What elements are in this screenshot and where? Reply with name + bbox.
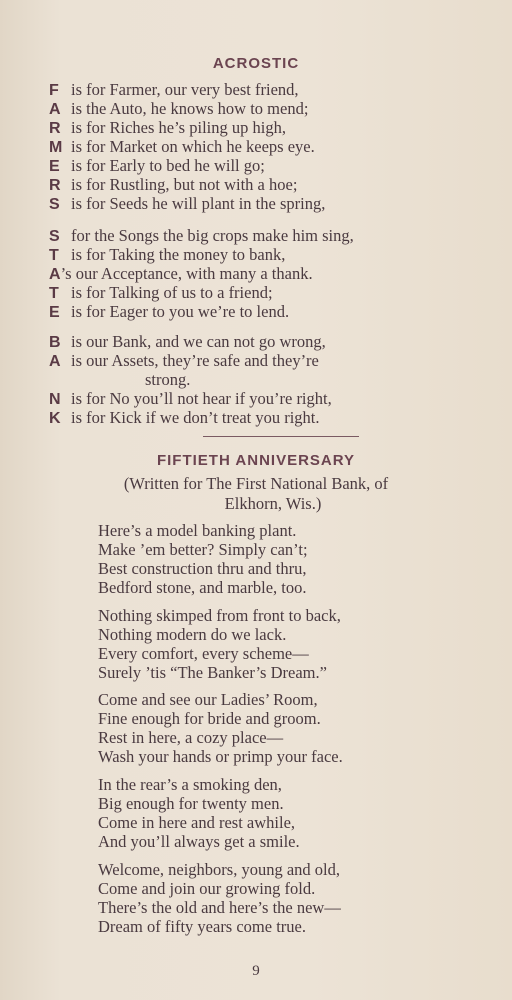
- anniversary-subtitle-line-2: Elkhorn, Wis.): [224, 494, 322, 513]
- acrostic-line: [49, 351, 509, 370]
- poem-line: Here’s a model banking plant.: [98, 521, 297, 540]
- acrostic-letter: T: [49, 247, 59, 264]
- poem-line: Bedford stone, and marble, too.: [98, 578, 307, 597]
- acrostic-text: is for Taking the money to bank,: [71, 245, 286, 264]
- poem-line: There’s the old and here’s the new—: [98, 898, 341, 917]
- acrostic-letter: A: [49, 353, 61, 370]
- acrostic-line: [49, 283, 509, 302]
- acrostic-text: is for Market on which he keeps eye.: [71, 137, 315, 156]
- acrostic-line: [49, 264, 509, 283]
- acrostic-line: [49, 332, 509, 351]
- acrostic-text: is for Seeds he will plant in the spring,: [71, 194, 326, 213]
- poem-stanza-3: [98, 690, 498, 766]
- poem-line: Nothing modern do we lack.: [98, 625, 287, 644]
- acrostic-line: [49, 389, 509, 408]
- acrostic-letter: S: [49, 228, 60, 245]
- poem-line: And you’ll always get a smile.: [98, 832, 300, 851]
- acrostic-line: [49, 175, 509, 194]
- acrostic-text: is for Farmer, our very best friend,: [71, 80, 299, 99]
- acrostic-line: [49, 118, 509, 137]
- acrostic-text: strong.: [145, 370, 191, 389]
- poem-line: In the rear’s a smoking den,: [98, 775, 282, 794]
- acrostic-letter: T: [49, 285, 59, 302]
- page-number: 9: [252, 963, 260, 979]
- acrostic-letter: S: [49, 196, 60, 213]
- poem-stanza-5: [98, 860, 498, 936]
- acrostic-line: [49, 226, 509, 245]
- acrostic-letter: K: [49, 410, 61, 427]
- poem-line: Dream of fifty years come true.: [98, 917, 306, 936]
- acrostic-letter: R: [49, 177, 61, 194]
- acrostic-line: [49, 245, 509, 264]
- acrostic-letter: M: [49, 139, 63, 156]
- acrostic-text: is the Auto, he knows how to mend;: [71, 99, 309, 118]
- acrostic-text: for the Songs the big crops make him sing,: [71, 226, 354, 245]
- acrostic-stanza-2: [49, 226, 509, 321]
- poem-stanza-1: [98, 521, 498, 597]
- acrostic-text: is for Kick if we don’t treat you right.: [71, 408, 320, 427]
- acrostic-letter: B: [49, 334, 61, 351]
- divider-rule: [203, 436, 359, 437]
- poem-line: Surely ’tis “The Banker’s Dream.”: [98, 663, 327, 682]
- acrostic-letter: N: [49, 391, 61, 408]
- poem-line: Come and see our Ladies’ Room,: [98, 690, 318, 709]
- acrostic-line: [49, 370, 509, 389]
- acrostic-title: ACROSTIC: [212, 55, 300, 72]
- acrostic-text: is for Talking of us to a friend;: [71, 283, 273, 302]
- poem-line: Make ’em better? Simply can’t;: [98, 540, 308, 559]
- acrostic-text: is for Rustling, but not with a hoe;: [71, 175, 298, 194]
- acrostic-letter: A: [49, 266, 61, 283]
- acrostic-text: is for Eager to you we’re to lend.: [71, 302, 290, 321]
- acrostic-stanza-3: [49, 332, 509, 427]
- acrostic-letter: E: [49, 304, 60, 321]
- acrostic-text: is for Riches he’s piling up high,: [71, 118, 286, 137]
- acrostic-text: ’s our Acceptance, with many a thank.: [60, 264, 313, 283]
- acrostic-text: is our Assets, they’re safe and they’re: [71, 351, 319, 370]
- acrostic-letter: R: [49, 120, 61, 137]
- acrostic-line: [49, 156, 509, 175]
- acrostic-line: [49, 99, 509, 118]
- acrostic-stanza-1: [49, 80, 509, 213]
- poem-line: Best construction thru and thru,: [98, 559, 307, 578]
- poem-line: Big enough for twenty men.: [98, 794, 284, 813]
- poem-stanza-2: [98, 606, 498, 682]
- acrostic-line: [49, 408, 509, 427]
- acrostic-letter: E: [49, 158, 60, 175]
- poem-line: Come in here and rest awhile,: [98, 813, 296, 832]
- acrostic-letter: F: [49, 82, 59, 99]
- poem-stanza-4: [98, 775, 498, 851]
- anniversary-title: FIFTIETH ANNIVERSARY: [156, 452, 356, 469]
- poem-line: Fine enough for bride and groom.: [98, 709, 321, 728]
- acrostic-text: is for Early to bed he will go;: [71, 156, 265, 175]
- poem-line: Every comfort, every scheme—: [98, 644, 309, 663]
- poem-line: Wash your hands or primp your face.: [98, 747, 343, 766]
- acrostic-line: [49, 80, 509, 99]
- acrostic-letter: A: [49, 101, 61, 118]
- acrostic-line: [49, 137, 509, 156]
- poem-line: Welcome, neighbors, young and old,: [98, 860, 340, 879]
- poem-line: Nothing skimped from front to back,: [98, 606, 341, 625]
- anniversary-subtitle-line-1: (Written for The First National Bank, of: [123, 474, 389, 493]
- acrostic-line: [49, 302, 509, 321]
- acrostic-line: [49, 194, 509, 213]
- poem-line: Come and join our growing fold.: [98, 879, 316, 898]
- poem-line: Rest in here, a cozy place—: [98, 728, 284, 747]
- acrostic-text: is our Bank, and we can not go wrong,: [71, 332, 326, 351]
- acrostic-text: is for No you’ll not hear if you’re right,: [71, 389, 332, 408]
